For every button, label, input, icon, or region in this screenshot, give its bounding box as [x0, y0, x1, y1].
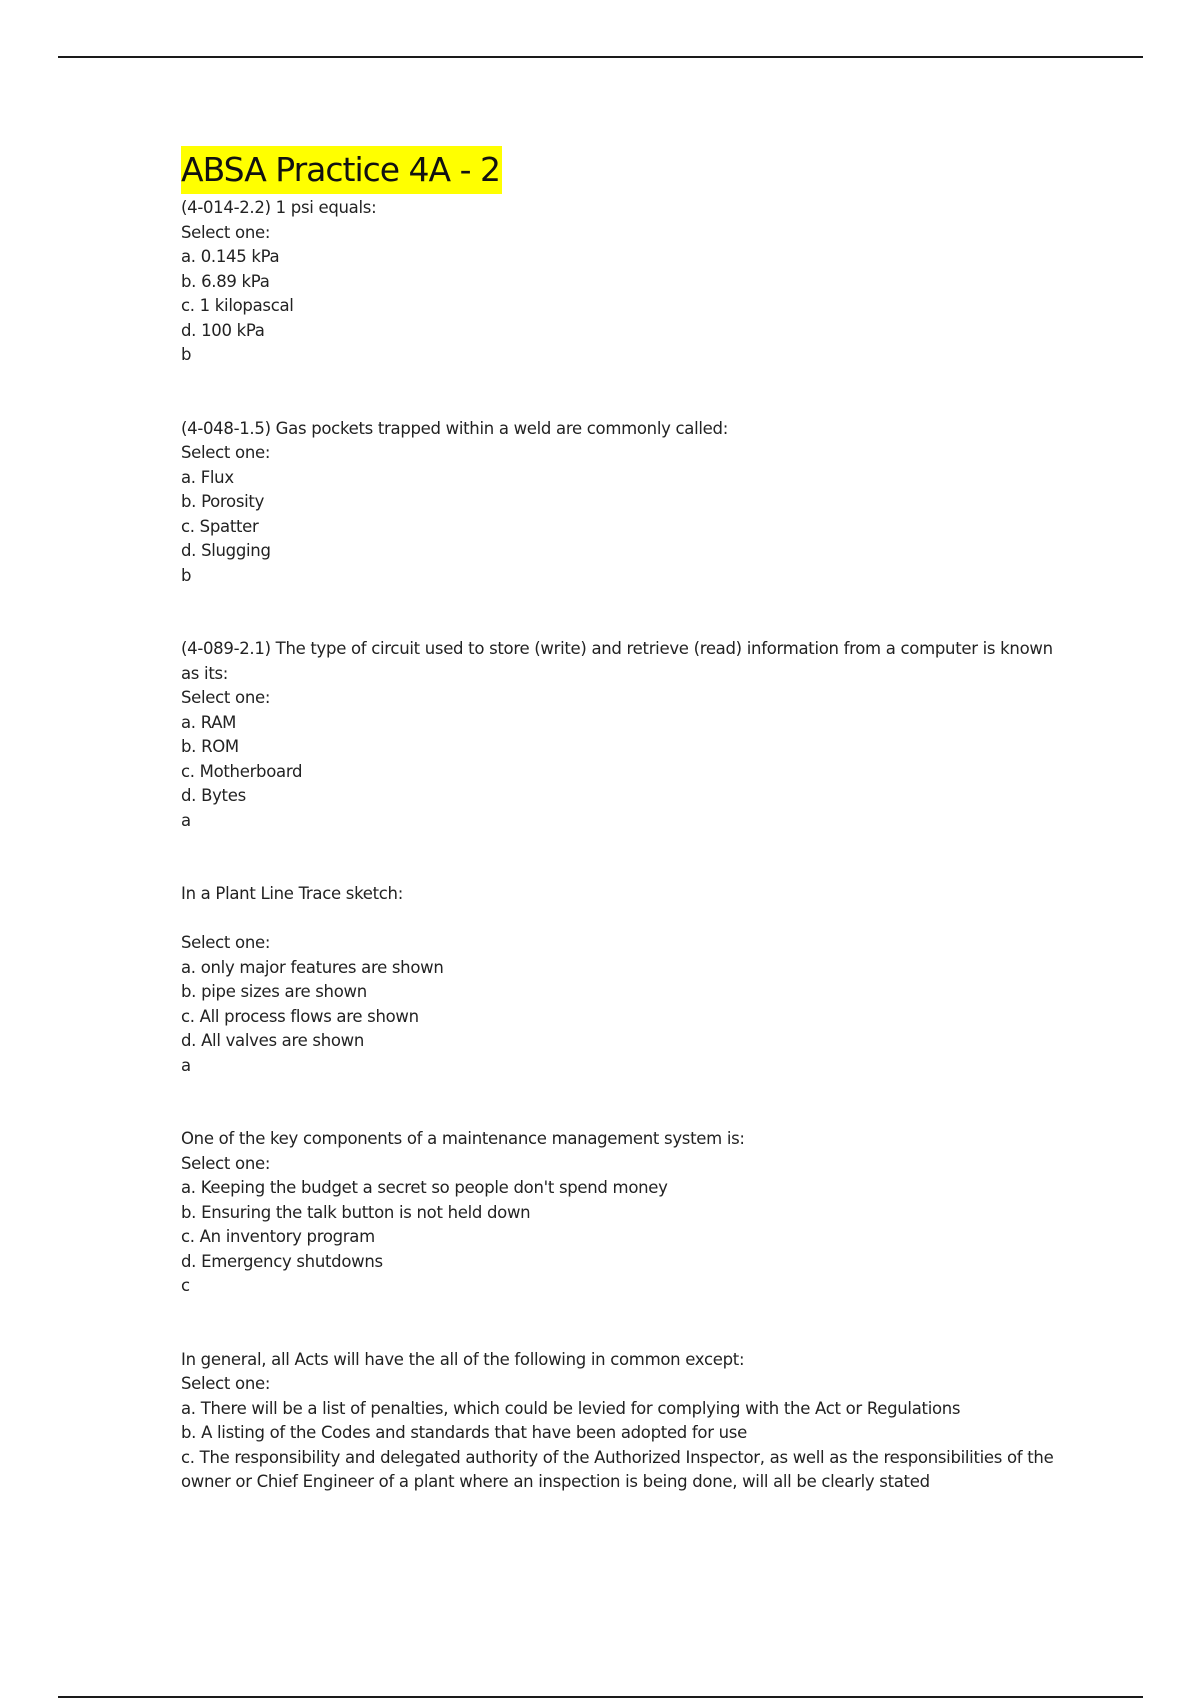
document-title: ABSA Practice 4A - 2: [181, 146, 502, 194]
select-instruction: Select one:: [181, 222, 271, 242]
answer: c: [181, 1276, 190, 1295]
option-a: a. 0.145 kPa: [181, 247, 280, 266]
question-prompt: (4-089-2.1) The type of circuit used to store (write) and retrieve (read) information from a computer is known as its:: [181, 639, 1058, 683]
option-d: d. 100 kPa: [181, 320, 265, 340]
option-c: c. 1 kilopascal: [181, 296, 294, 315]
question-prompt: (4-048-1.5) Gas pockets trapped within a weld are commonly called:: [181, 418, 728, 438]
question-block: [181, 417, 1061, 589]
question-block: [181, 1127, 1061, 1299]
option-c: c. An inventory program: [181, 1227, 375, 1246]
answer: b: [181, 565, 192, 585]
blank-line: [181, 907, 1061, 932]
option-b: b. Ensuring the talk button is not held down: [181, 1202, 531, 1222]
option-d: d. Bytes: [181, 786, 246, 805]
option-b: b. pipe sizes are shown: [181, 982, 367, 1001]
top-rule: [58, 56, 1143, 58]
question-prompt: In a Plant Line Trace sketch:: [181, 884, 403, 903]
option-c: c. All process flows are shown: [181, 1006, 419, 1026]
option-a: a. There will be a list of penalties, which could be levied for complying with the Act or Regulations: [181, 1398, 961, 1418]
answer: b: [181, 345, 192, 364]
option-d: d. All valves are shown: [181, 1031, 365, 1050]
question-block: [181, 1348, 1061, 1495]
option-b: b. ROM: [181, 737, 239, 756]
document-body: [181, 146, 1061, 1495]
question-block: [181, 882, 1061, 1078]
option-c: c. Motherboard: [181, 761, 303, 781]
question-prompt: (4-014-2.2) 1 psi equals:: [181, 198, 377, 217]
select-instruction: Select one:: [181, 443, 271, 462]
bottom-rule: [58, 1696, 1143, 1698]
option-b: b. 6.89 kPa: [181, 271, 270, 291]
option-a: a. Keeping the budget a secret so people don't spend money: [181, 1178, 668, 1197]
option-c: c. Spatter: [181, 516, 259, 536]
option-a: a. RAM: [181, 712, 237, 732]
option-c: c. The responsibility and delegated authority of the Authorized Inspector, as well as the responsibilities of the owner or Chief Engineer of a plant where an inspection is being done, will all be clearly stated: [181, 1447, 1059, 1491]
answer: a: [181, 1055, 191, 1075]
question-block: [181, 637, 1061, 833]
answer: a: [181, 810, 191, 830]
question-prompt: One of the key components of a maintenance management system is:: [181, 1129, 745, 1148]
select-instruction: Select one:: [181, 933, 271, 952]
option-a: a. Flux: [181, 467, 234, 487]
question-prompt: In general, all Acts will have the all of the following in common except:: [181, 1349, 745, 1369]
select-instruction: Select one:: [181, 1374, 271, 1393]
select-instruction: Select one:: [181, 1153, 271, 1173]
option-d: d. Emergency shutdowns: [181, 1251, 383, 1271]
option-b: b. Porosity: [181, 492, 265, 511]
option-b: b. A listing of the Codes and standards that have been adopted for use: [181, 1423, 747, 1442]
option-a: a. only major features are shown: [181, 957, 444, 977]
option-d: d. Slugging: [181, 541, 271, 560]
select-instruction: Select one:: [181, 688, 271, 707]
question-block: [181, 196, 1061, 368]
